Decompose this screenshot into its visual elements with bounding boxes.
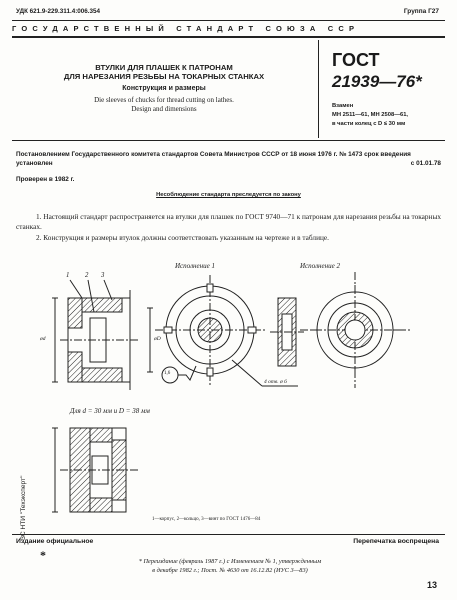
section-view-1 xyxy=(52,280,153,390)
english-title-line-2: Design and dimensions xyxy=(131,104,197,113)
document-subtitle: Конструкция и размеры xyxy=(122,85,206,92)
left-margin-stamp xyxy=(20,400,30,540)
official-edition-label: Издание официальное xyxy=(16,538,94,545)
front-view-1 xyxy=(155,275,298,386)
replaces-text: МН 2511—61, МН 2508—61, xyxy=(332,112,409,118)
footnote-star: * xyxy=(40,548,46,562)
checked-year: Проверен в 1982 г. xyxy=(16,176,75,183)
callout-1: 1 xyxy=(66,272,70,279)
drawing-legend: 1—корпус, 2—кольцо, 3—винт по ГОСТ 1476—84 xyxy=(152,517,261,522)
decree-date: с 01.01.78 xyxy=(410,159,441,167)
title-line-1: ВТУЛКИ ДЛЯ ПЛАШЕК К ПАТРОНАМ xyxy=(95,63,233,72)
front-view-2 xyxy=(300,272,410,388)
callout-2: 2 xyxy=(85,272,89,279)
law-notice: Несоблюдение стандарта преследуется по закону xyxy=(156,192,301,198)
callout-3: 3 xyxy=(101,272,105,279)
paragraph-1: 1. Настоящий стандарт распространяется на втулки для плашек по ГОСТ 9740—71 к патронам для нарезания резьбы на токарных станках. xyxy=(16,212,441,231)
replaces-label: Взамен xyxy=(332,103,354,109)
reprint-prohibited-label: Перепечатка воспрещена xyxy=(353,538,439,545)
execution-1-caption: Исполнение 1 xyxy=(175,262,215,270)
gost-number: 21939—76* xyxy=(332,72,422,91)
reissue-footnote-line-1: * Переиздание (февраль 1987 г.) с Изменением № 1, утвержденным xyxy=(138,558,322,565)
footer-rule xyxy=(12,534,445,535)
reissue-footnote xyxy=(100,558,360,576)
execution-2-caption: Исполнение 2 xyxy=(300,262,340,270)
side-view-2 xyxy=(270,298,304,366)
english-title-line-1: Die sleeves of chucks for thread cutting on lathes. xyxy=(94,96,234,104)
reissue-footnote-line-2: в декабре 1982 г.; Пост. № 4630 от 16.12.82 (ИУС 3—83) xyxy=(152,566,308,574)
paragraph-2: 2. Конструкция и размеры втулок должны соответствовать указанным на чертеже и в таблице. xyxy=(36,233,329,242)
group-code: Группа Г27 xyxy=(403,8,439,15)
dim-d: ød xyxy=(40,336,46,342)
gost-label: ГОСТ xyxy=(332,50,380,70)
section-caption: Для d = 30 мм и D = 38 мм xyxy=(70,407,150,415)
udk-code: УДК 621.9-229.311.4:006.354 xyxy=(16,8,101,15)
roughness-value: 1,6 xyxy=(164,371,171,376)
holes-note: 4 отв. ø 6 xyxy=(264,379,287,385)
replaces-part: в части колец с D ≤ 30 мм xyxy=(332,121,406,127)
dim-D: øD xyxy=(154,336,161,342)
title-line-2: ДЛЯ НАРЕЗАНИЯ РЕЗЬБЫ НА ТОКАРНЫХ СТАНКАХ xyxy=(63,72,265,81)
state-standard-header: ГОСУДАРСТВЕННЫЙ СТАНДАРТ СОЮЗА ССР xyxy=(12,24,360,33)
page-number: 13 xyxy=(426,580,437,590)
stamp-text: ЗС НТИ "Техэксперт" xyxy=(20,475,27,540)
section-view-large xyxy=(52,428,140,512)
decree-body: Постановлением Государственного комитета стандартов Совета Министров СССР от 18 июня 1976 г. № 1473 срок введения установлен xyxy=(16,151,411,167)
